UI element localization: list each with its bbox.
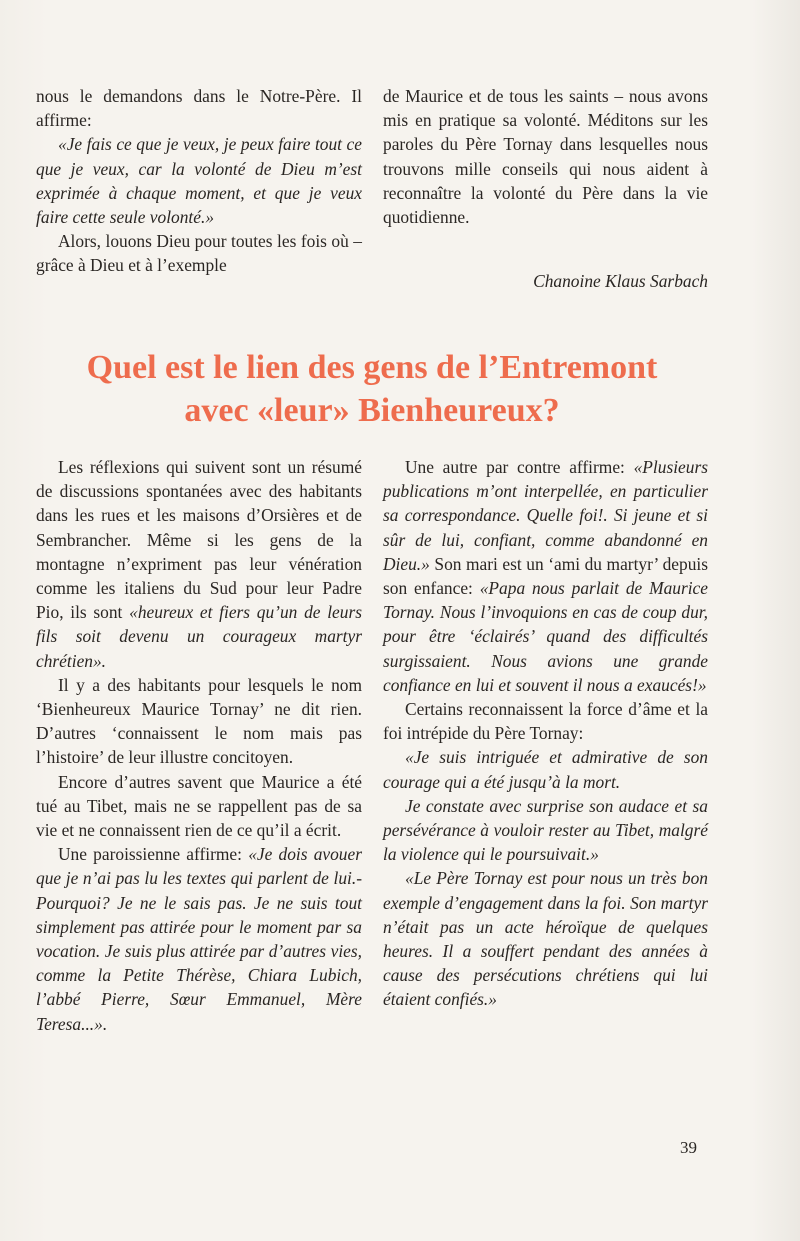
quote-paragraph: «Je suis intriguée et admirative de son courage qui a été jusqu’à la mort. bbox=[383, 747, 708, 792]
paragraph: Encore d’autres savent que Maurice a été tué au Tibet, mais ne se rappellent pas de sa vie et ne connaissent rien de ce qu’il a écrit. bbox=[36, 771, 362, 841]
top-right-column bbox=[383, 84, 708, 229]
title-line: avec «leur» Bienheureux? bbox=[184, 392, 560, 429]
article-title bbox=[0, 346, 744, 432]
article-left-column bbox=[36, 455, 362, 1036]
paragraph: Alors, louons Dieu pour toutes les fois où – grâce à Dieu et à l’exemple bbox=[36, 231, 362, 276]
paragraph: Certains reconnaissent la force d’âme et la foi intrépide du Père Tornay: bbox=[383, 699, 708, 744]
quote-paragraph: Je constate avec surprise son audace et sa persévérance à vouloir rester au Tibet, malgré la violence qui le poursuivait.» bbox=[383, 795, 708, 865]
paragraph: Une autre par contre affirme: «Plusieurs publications m’ont interpellée, en particulier sa correspondance. Quelle foi!. Si jeune et si sûr de lui, confiant, comme abandonné en Dieu.» Son mari est un ‘ami du martyr’ depuis son enfance: «Papa nous parlait de Maurice Tornay. Nous l’invoquions en cas de coup dur, pour être ‘éclairés’ quand des difficultés surgissaient. Nous avions une grande confiance en lui et souvent il nous a exaucés!» bbox=[383, 457, 708, 695]
title-line: Quel est le lien des gens de l’Entremont bbox=[86, 349, 658, 386]
inline-quote: «heureux et fiers qu’un de leurs fils soit devenu un courageux martyr chrétien». bbox=[36, 602, 362, 671]
quote-paragraph: «Le Père Tornay est pour nous un très bon exemple d’engagement dans la foi. Son martyr n’était pas un acte héroïque de quelques heures. Il a souffert pendant des années à cause des persécutions chrétiens qui lui étaient confiés.» bbox=[383, 868, 708, 1010]
page-number: 39 bbox=[680, 1138, 697, 1157]
inline-quote: «Papa nous parlait de Maurice Tornay. Nous l’invoquions en cas de coup dur, pour être ‘éclairés’ quand des difficultés surgissaient. Nous avions une grande confiance en lui et souvent il nous a exaucés!» bbox=[383, 578, 708, 695]
quote-paragraph: «Je fais ce que je veux, je peux faire tout ce que je veux, car la volonté de Dieu m’est exprimée à chaque moment, et que je veux faire cette seule volonté.» bbox=[36, 134, 362, 228]
article-right-column bbox=[383, 455, 708, 1012]
inline-quote: «Plusieurs publications m’ont interpellée, en particulier sa correspondance. Quelle foi!. Si jeune et si sûr de lui, confiant, comme abandonné en Dieu.» bbox=[383, 457, 708, 574]
paragraph: de Maurice et de tous les saints – nous avons mis en pratique sa volonté. Méditons sur les paroles du Père Tornay dans lesquelles nous trouvons mille conseils qui nous aident à reconnaître la volonté du Père dans la vie quotidienne. bbox=[383, 86, 708, 228]
paragraph: Il y a des habitants pour lesquels le nom ‘Bienheureux Maurice Tornay’ ne dit rien. D’autres ‘connaissent le nom mais pas l’histoire’ de leur illustre concitoyen. bbox=[36, 674, 362, 768]
paragraph: Une paroissienne affirme: «Je dois avouer que je n’ai pas lu les textes qui parlent de lui.-Pourquoi? Je ne le sais pas. Je ne suis tout simplement pas attirée pour le moment par sa vocation. Je suis plus attirée par d’autres vies, comme la Petite Thérèse, Chiara Lubich, l’abbé Pierre, Sœur Emmanuel, Mère Teresa...». bbox=[36, 844, 362, 1034]
paragraph: nous le demandons dans le Notre-Père. Il affirme: bbox=[36, 86, 362, 131]
author-signature: Chanoine Klaus Sarbach bbox=[533, 271, 708, 291]
inline-quote: «Je dois avouer que je n’ai pas lu les textes qui parlent de lui.-Pourquoi? Je ne le sais pas. Je ne suis tout simplement pas attirée pour le moment par sa vocation. Je suis plus attirée par d’autres vies, comme la Petite Thérèse, Chiara Lubich, l’abbé Pierre, Sœur Emmanuel, Mère Teresa...». bbox=[36, 844, 362, 1034]
paragraph: Les réflexions qui suivent sont un résumé de discussions spontanées avec des habitants dans les rues et les maisons d’Orsières et de Sembrancher. Même si les gens de la montagne n’expriment pas leur vénération comme les italiens du Sud pour leur Padre Pio, ils sont «heureux et fiers qu’un de leurs fils soit devenu un courageux martyr chrétien». bbox=[36, 457, 362, 671]
top-left-column bbox=[36, 84, 362, 278]
